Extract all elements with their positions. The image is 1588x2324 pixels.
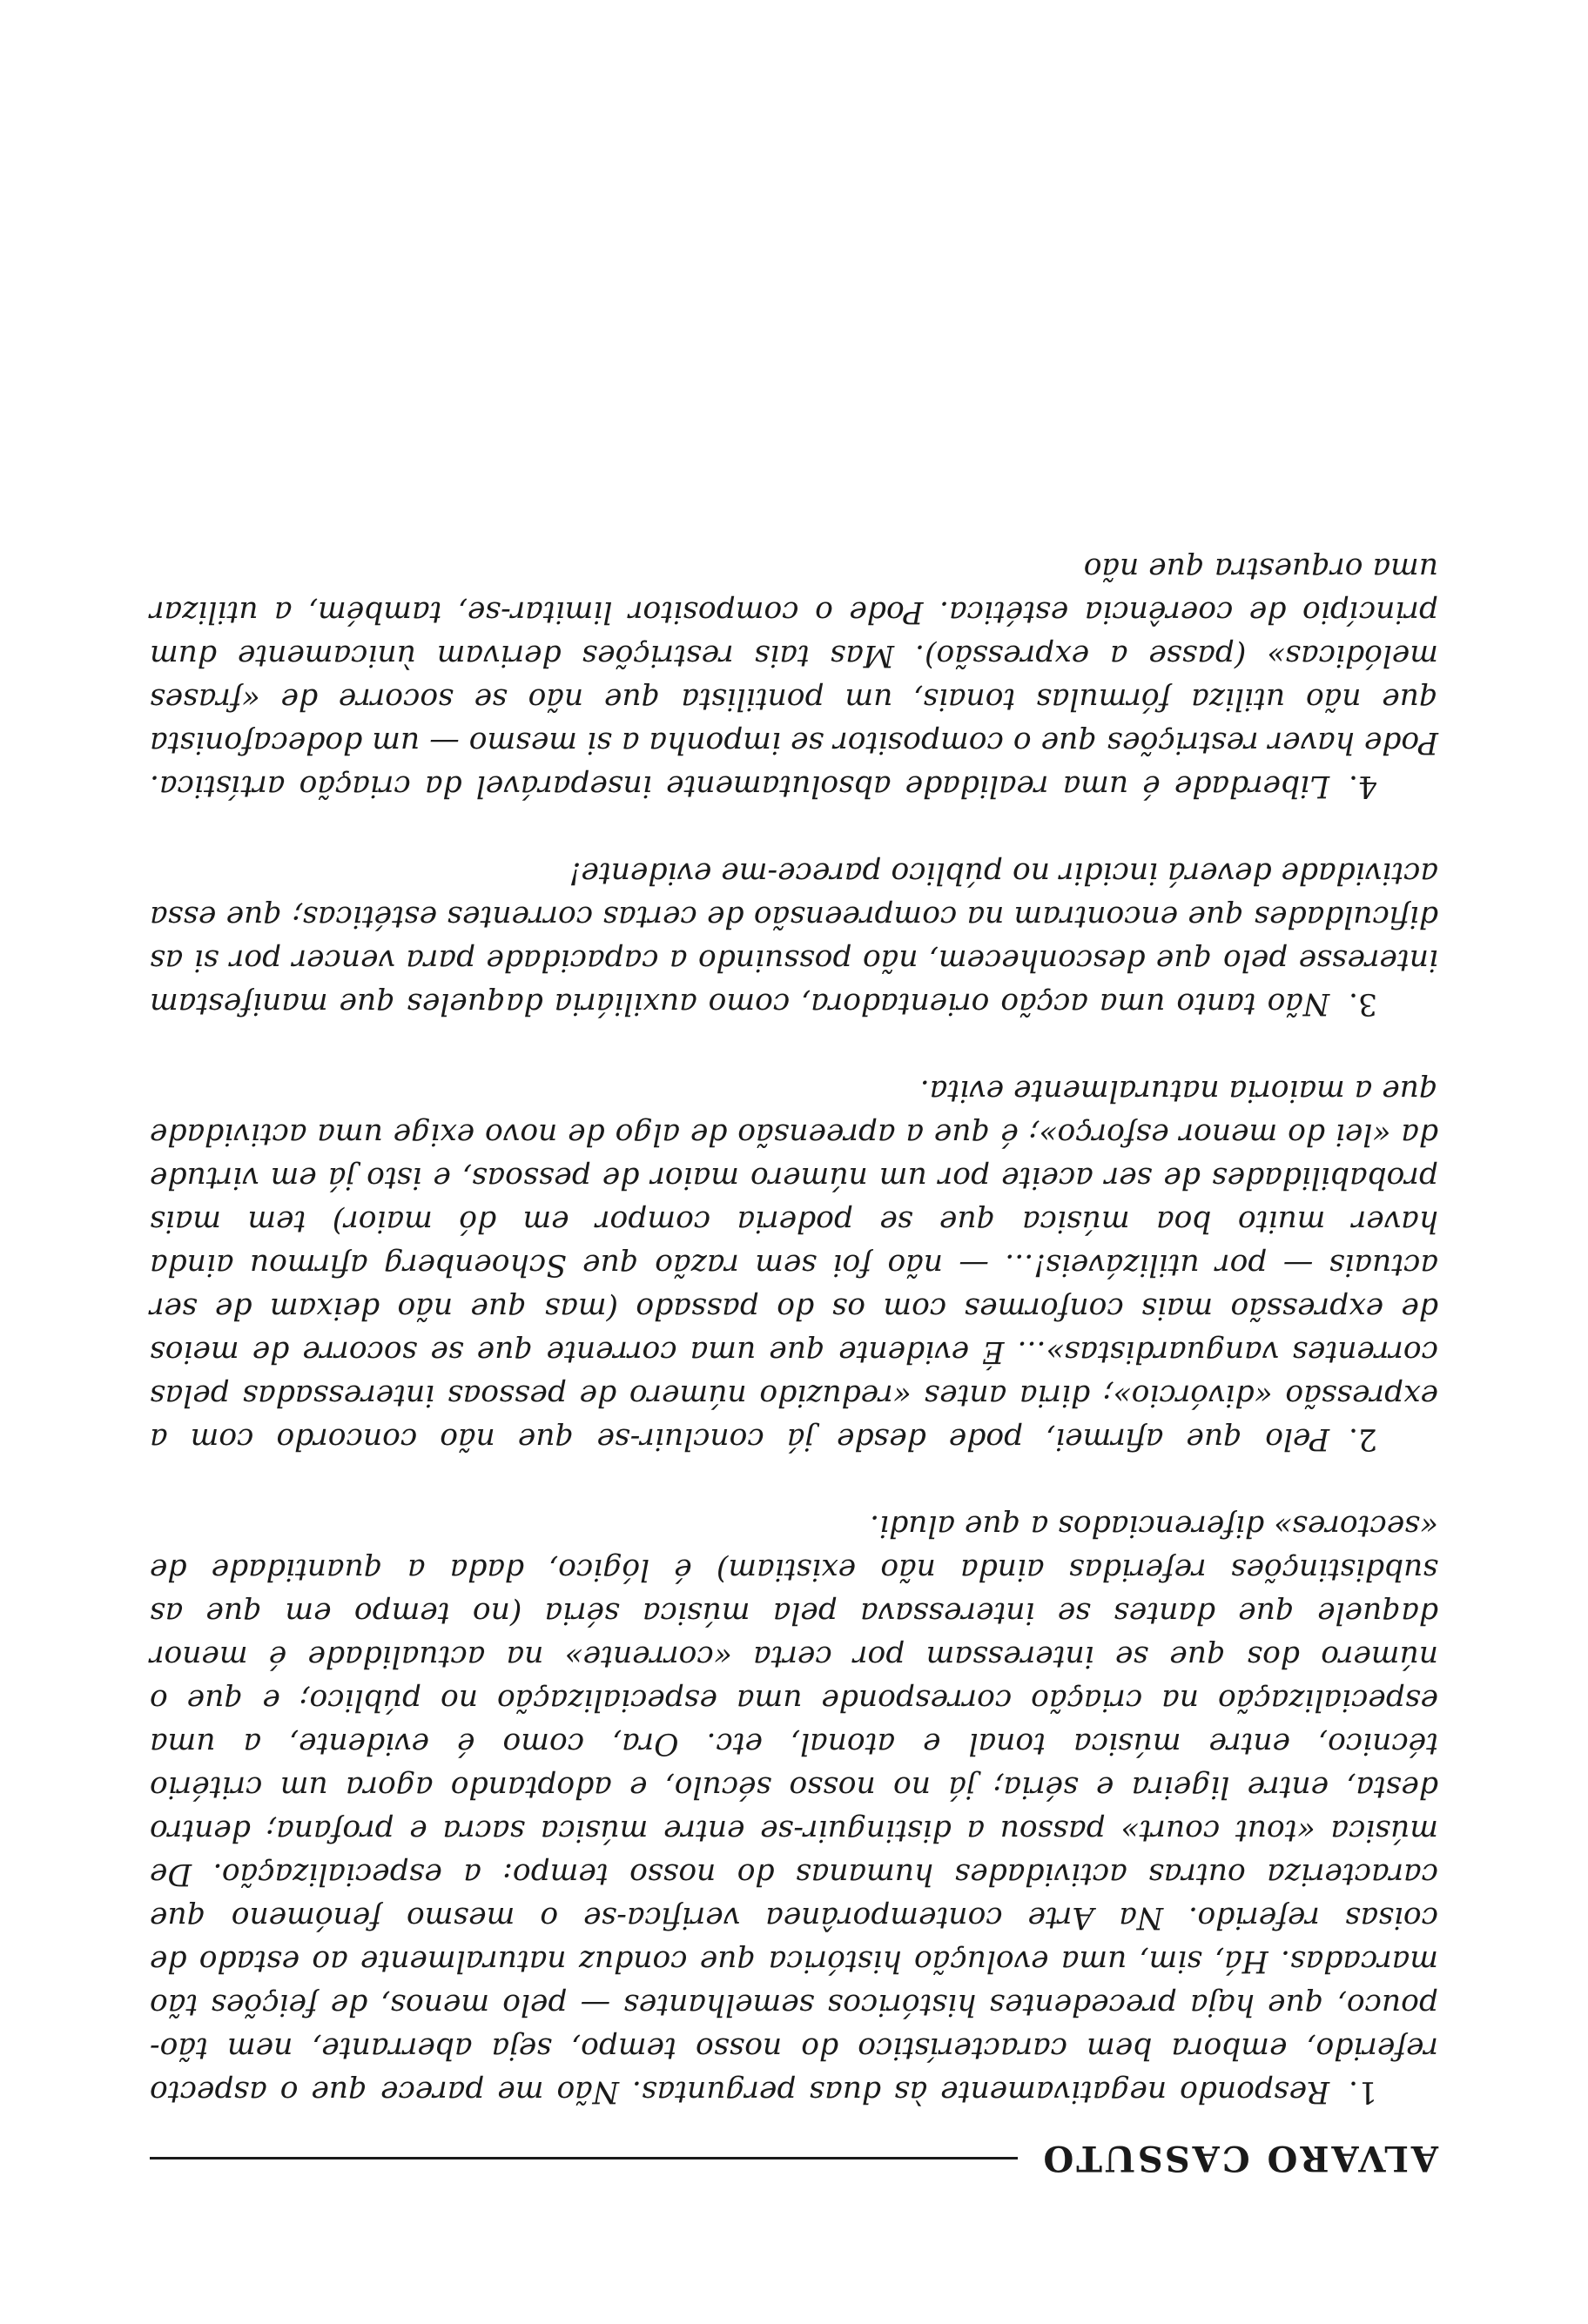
paragraph-number: 3. bbox=[1349, 986, 1377, 1021]
paragraph-number: 2. bbox=[1349, 1421, 1377, 1456]
paragraph-3 bbox=[150, 851, 1438, 1025]
author-name: ALVARO CASSUTO bbox=[1040, 2138, 1438, 2180]
paragraph-text: Liberdade é uma realidade absolutamente inseparável da criação artística. Pode haver restrições que o compositor se imponha a si mesmo — um dodecafonista que não utiliza fórmulas tonais, um pontilista que não se socorre de «frases melódicas» (passe a expressão). Mas tais restrições derivam ùnicamente dum princípio de coerência estética. Pode o compositor limitar-se, também, a utilizar uma orquestra que não bbox=[150, 551, 1438, 803]
paragraph-1 bbox=[150, 1504, 1438, 2113]
running-header bbox=[150, 2133, 1438, 2185]
header-rule bbox=[150, 2158, 1018, 2160]
paragraph-number: 4. bbox=[1349, 769, 1377, 803]
paragraph-number: 1. bbox=[1349, 2074, 1377, 2109]
paragraph-text: Respondo negativamente às duas perguntas. Não me parece que o aspecto referido, embora bem característico do nosso tempo, seja aberrante, nem tão-pouco, que haja precedentes históricos semelhantes — pelo menos, de feições tão marcadas. Há, sim, uma evolução histórica que conduz naturalmente ao estado de coisas referido. Na Arte contemporânea verifica-se o mesmo fenómeno que caracteriza outras actividades humanas do nosso tempo: a especialização. De música «tout court» passou a distinguir-se entre música sacra e profana; dentro desta, entre ligeira e séria; já no nosso século, e adoptando agora um critério técnico, entre música tonal e atonal, etc. Ora, como é evidente, a uma especialização na criação corresponde uma especialização no público; e que o número dos que se interessam por certa «corrente» na actualidade é menor daquele que dantes se interessava pela música séria (no tempo em que as subdistinções referidas ainda não existiam) é lógico, dada a quantidade de «sectores» diferenciados a que aludi. bbox=[150, 1508, 1438, 2109]
paragraph-4 bbox=[150, 547, 1438, 808]
paragraph-2 bbox=[150, 1069, 1438, 1461]
paragraph-text: Não tanto uma acção orientadora, como auxiliária daqueles que manifestam interesse pelo que desconhecem, não possuindo a capacidade para vencer por si as dificuldades que encontram na compreensão de certas correntes estéticas; que essa actividade deverá incidir no público parece-me evidente! bbox=[150, 856, 1438, 1021]
paragraph-text: Pelo que afirmei, pode desde já concluir-se que não concordo com a expressão «divórcio»; diria antes «reduzido número de pessoas interessadas pelas correntes vanguardistas»... É evidente que uma corrente que se socorre de meios de expressão mais conformes com os do passado (mas que não deixam de ser actuais — por utilizáveis!... — não foi sem razão que Schoenberg afirmou ainda haver muito boa música que se poderia compor em dó maior) tem mais probabilidades de ser aceite por um número maior de pessoas, e isto já em virtude da «lei do menor esforço»; é que a apreensão de algo de novo exige uma actividade que a maioria naturalmente evita. bbox=[150, 1073, 1438, 1456]
page-content bbox=[150, 503, 1438, 2185]
